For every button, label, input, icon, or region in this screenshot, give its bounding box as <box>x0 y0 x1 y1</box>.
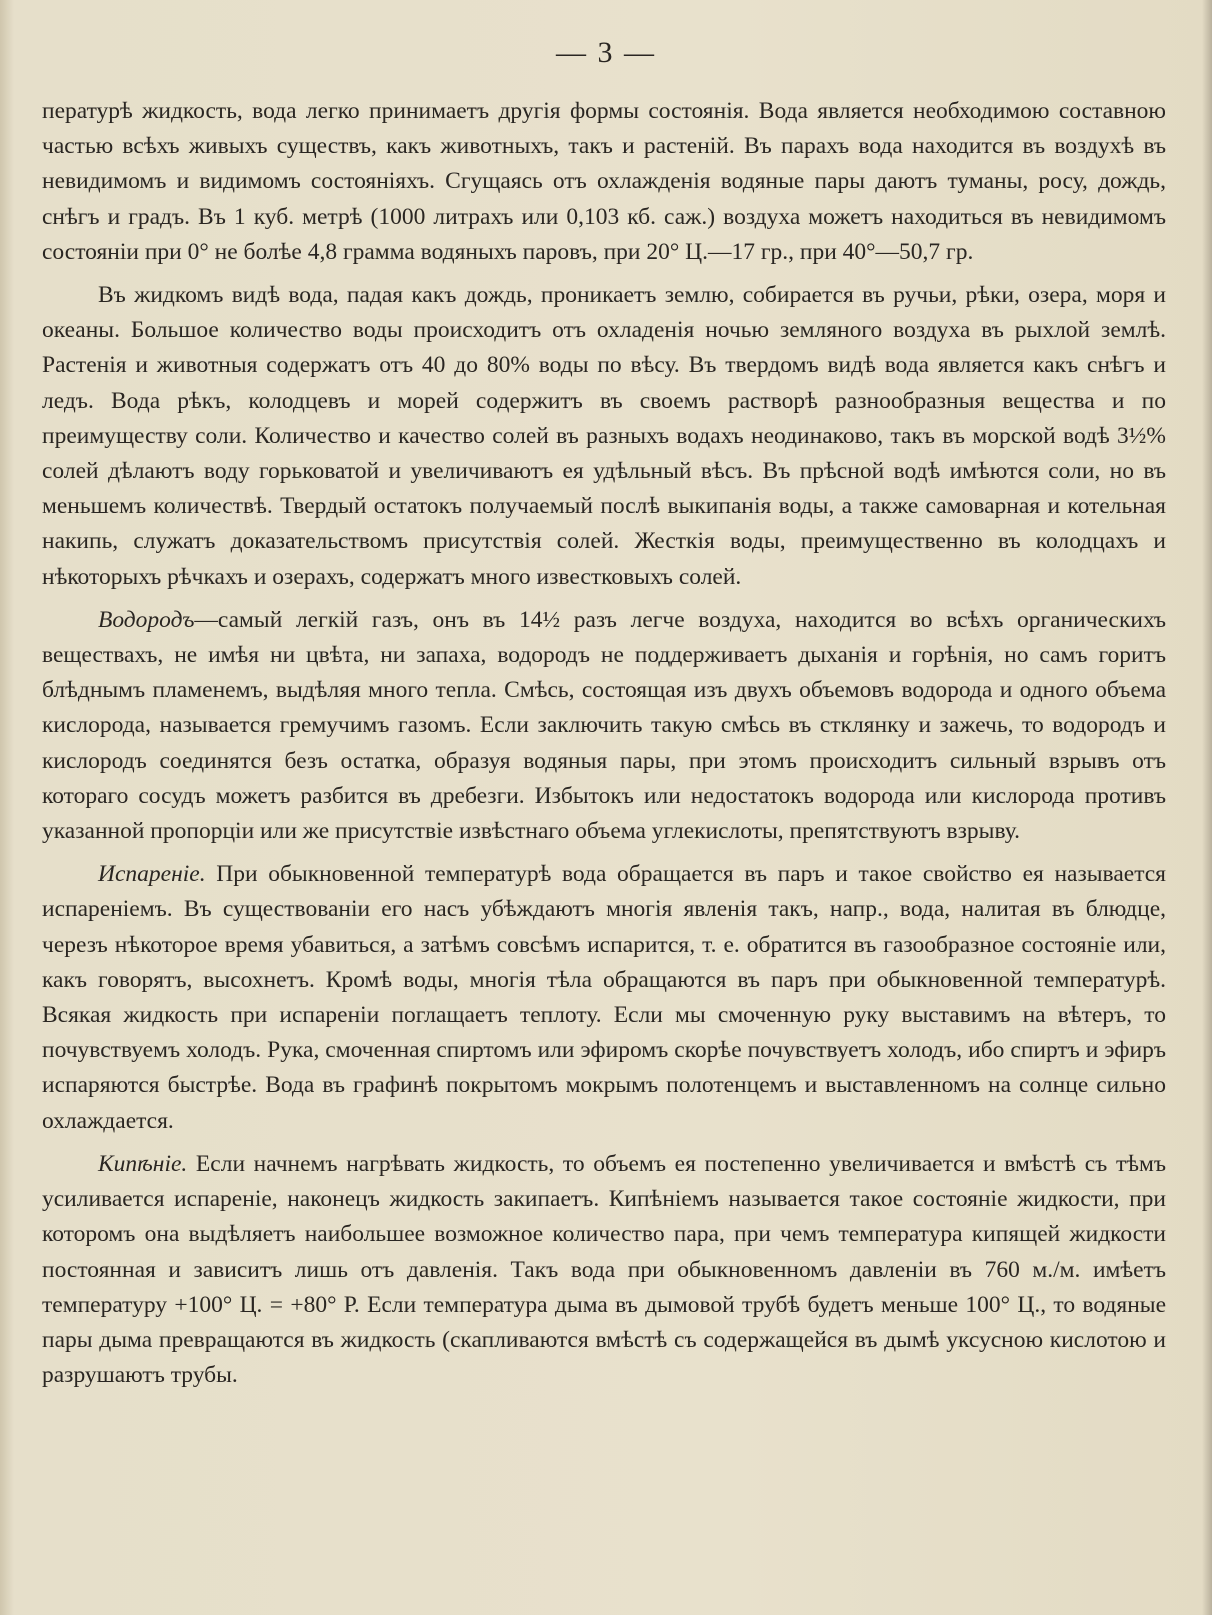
paragraph-boiling <box>42 1147 1166 1393</box>
page-number: — 3 — <box>556 36 656 69</box>
paragraph-text: Въ жидкомъ видѣ вода, падая какъ дождь, проникаетъ землю, собирается въ ручьи, рѣки, озера, моря и океаны. Большое количество воды происходитъ отъ охладенія ночью земляного воздуха въ рыхлой землѣ. Растенія и животныя содержатъ отъ 40 до 80% воды по вѣсу. Въ твердомъ видѣ вода является какъ снѣгъ и ледъ. Вода рѣкъ, колодцевъ и морей содержитъ въ своемъ растворѣ разнообразныя вещества и по преимуществу соли. Количество и качество солей въ разныхъ водахъ неодинаково, такъ въ морской водѣ 3½% солей дѣлаютъ воду горьковатой и увеличиваютъ ея удѣльный вѣсъ. Въ прѣсной водѣ имѣются соли, но въ меньшемъ количествѣ. Твердый остатокъ получаемый послѣ выкипанія воды, а также самоварная и котельная накипь, служатъ доказательствомъ присутствія солей. Жесткія воды, преимущественно въ колодцахъ и нѣкоторыхъ рѣчкахъ и озерахъ, содержатъ много известковыхъ солей. <box>42 282 1166 590</box>
paragraph-evaporation <box>42 857 1166 1139</box>
body-text <box>42 94 1166 1393</box>
paragraph-lead-evaporation: Испареніе. <box>98 861 206 888</box>
paragraph-hydrogen <box>42 603 1166 849</box>
paragraph-text: ператур‍ѣ жидкость, вода легко принимаетъ другія формы состоянія. Вода является необходимою составною частью всѣхъ живыхъ существъ, какъ животныхъ, такъ и растеній. Въ парахъ вода находится въ воздухѣ въ невидимомъ и видимомъ состояніяхъ. Сгущаясь отъ охлажденія водяные пары даютъ туманы, росу, дождь, снѣгъ и градъ. Въ 1 куб. метрѣ (1000 литрахъ или 0,103 кб. саж.) воздуха можетъ находиться въ невидимомъ состояніи при 0° не болѣе 4,8 грамма водяныхъ паровъ, при 20° Ц.—17 гр., при 40°—50,7 гр. <box>42 98 1166 265</box>
paragraph-lead-boiling: Кипѣніе. <box>98 1150 188 1177</box>
paragraph-text: При обыкновенной температурѣ вода обращается въ паръ и такое свойство ея называется испареніемъ. Въ существованіи его насъ убѣждаютъ многія явленія такъ, напр., вода, налитая въ блюдце, черезъ нѣкоторое время убавиться, а затѣмъ совсѣмъ испарится, т. е. обратится въ газообразное состояніе или, какъ говорятъ, высохнетъ. Кромѣ воды, многія тѣла обращаются въ паръ при обыкновенной температурѣ. Всякая жидкость при испареніи поглащаетъ теплоту. Если мы смоченную руку выставимъ на вѣтеръ, то почувствуемъ холодъ. Рука, смоченная спиртомъ или эфиромъ скорѣе почувствуетъ холодъ, ибо спиртъ и эфиръ испаряются быстрѣе. Вода въ графинѣ покрытомъ мокрымъ полотенцемъ и выставленномъ на солнце сильно охлаждается. <box>42 861 1166 1134</box>
page-edge-shadow <box>1202 0 1212 1615</box>
paragraph-lead-hydrogen: Водородъ <box>98 606 195 633</box>
paragraph-text: Если начнемъ нагрѣвать жидкость, то объемъ ея постепенно увеличивается и вмѣстѣ съ тѣмъ усиливается испареніе, наконецъ жидкость закипаетъ. Кипѣніемъ называется такое состояніе жидкости, при которомъ она выдѣляетъ наибольшее возможное количество пара, при чемъ температура кипящей жидкости постоянная и зависитъ лишь отъ давленія. Такъ вода при обыкновенномъ давленіи въ 760 м./м. имѣетъ температуру +100° Ц. = +80° Р. Если температура дыма въ дымовой трубѣ будетъ меньше 100° Ц., то водяные пары дыма превращаются въ жидкость (скапливаются вмѣстѣ съ содержащейся въ дымѣ уксусною кислотою и разрушаютъ трубы. <box>42 1150 1166 1389</box>
paragraph-text: —самый легкій газъ, онъ въ 14½ разъ легче воздуха, находится во всѣхъ органическихъ веществахъ, не имѣя ни цвѣта, ни запаха, водородъ не поддерживаетъ дыханія и горѣнія, но самъ горитъ блѣднымъ пламенемъ, выдѣляя много тепла. Смѣсь, состоящая изъ двухъ объемовъ водорода и одного объема кислорода, называется гремучимъ газомъ. Если заключить такую смѣсь въ стклянку и зажечь, то водородъ и кислородъ соединятся безъ остатка, образуя водяныя пары, при этомъ происходитъ сильный взрывъ отъ котораго сосудъ можетъ разбится въ дребезги. Избытокъ или недостатокъ водорода или кислорода противъ указанной пропорціи или же присутствіе извѣстнаго объема углекислоты, препятствуютъ взрыву. <box>42 606 1166 845</box>
paragraph-liquid-water <box>42 278 1166 595</box>
paragraph-water-states <box>42 94 1166 270</box>
